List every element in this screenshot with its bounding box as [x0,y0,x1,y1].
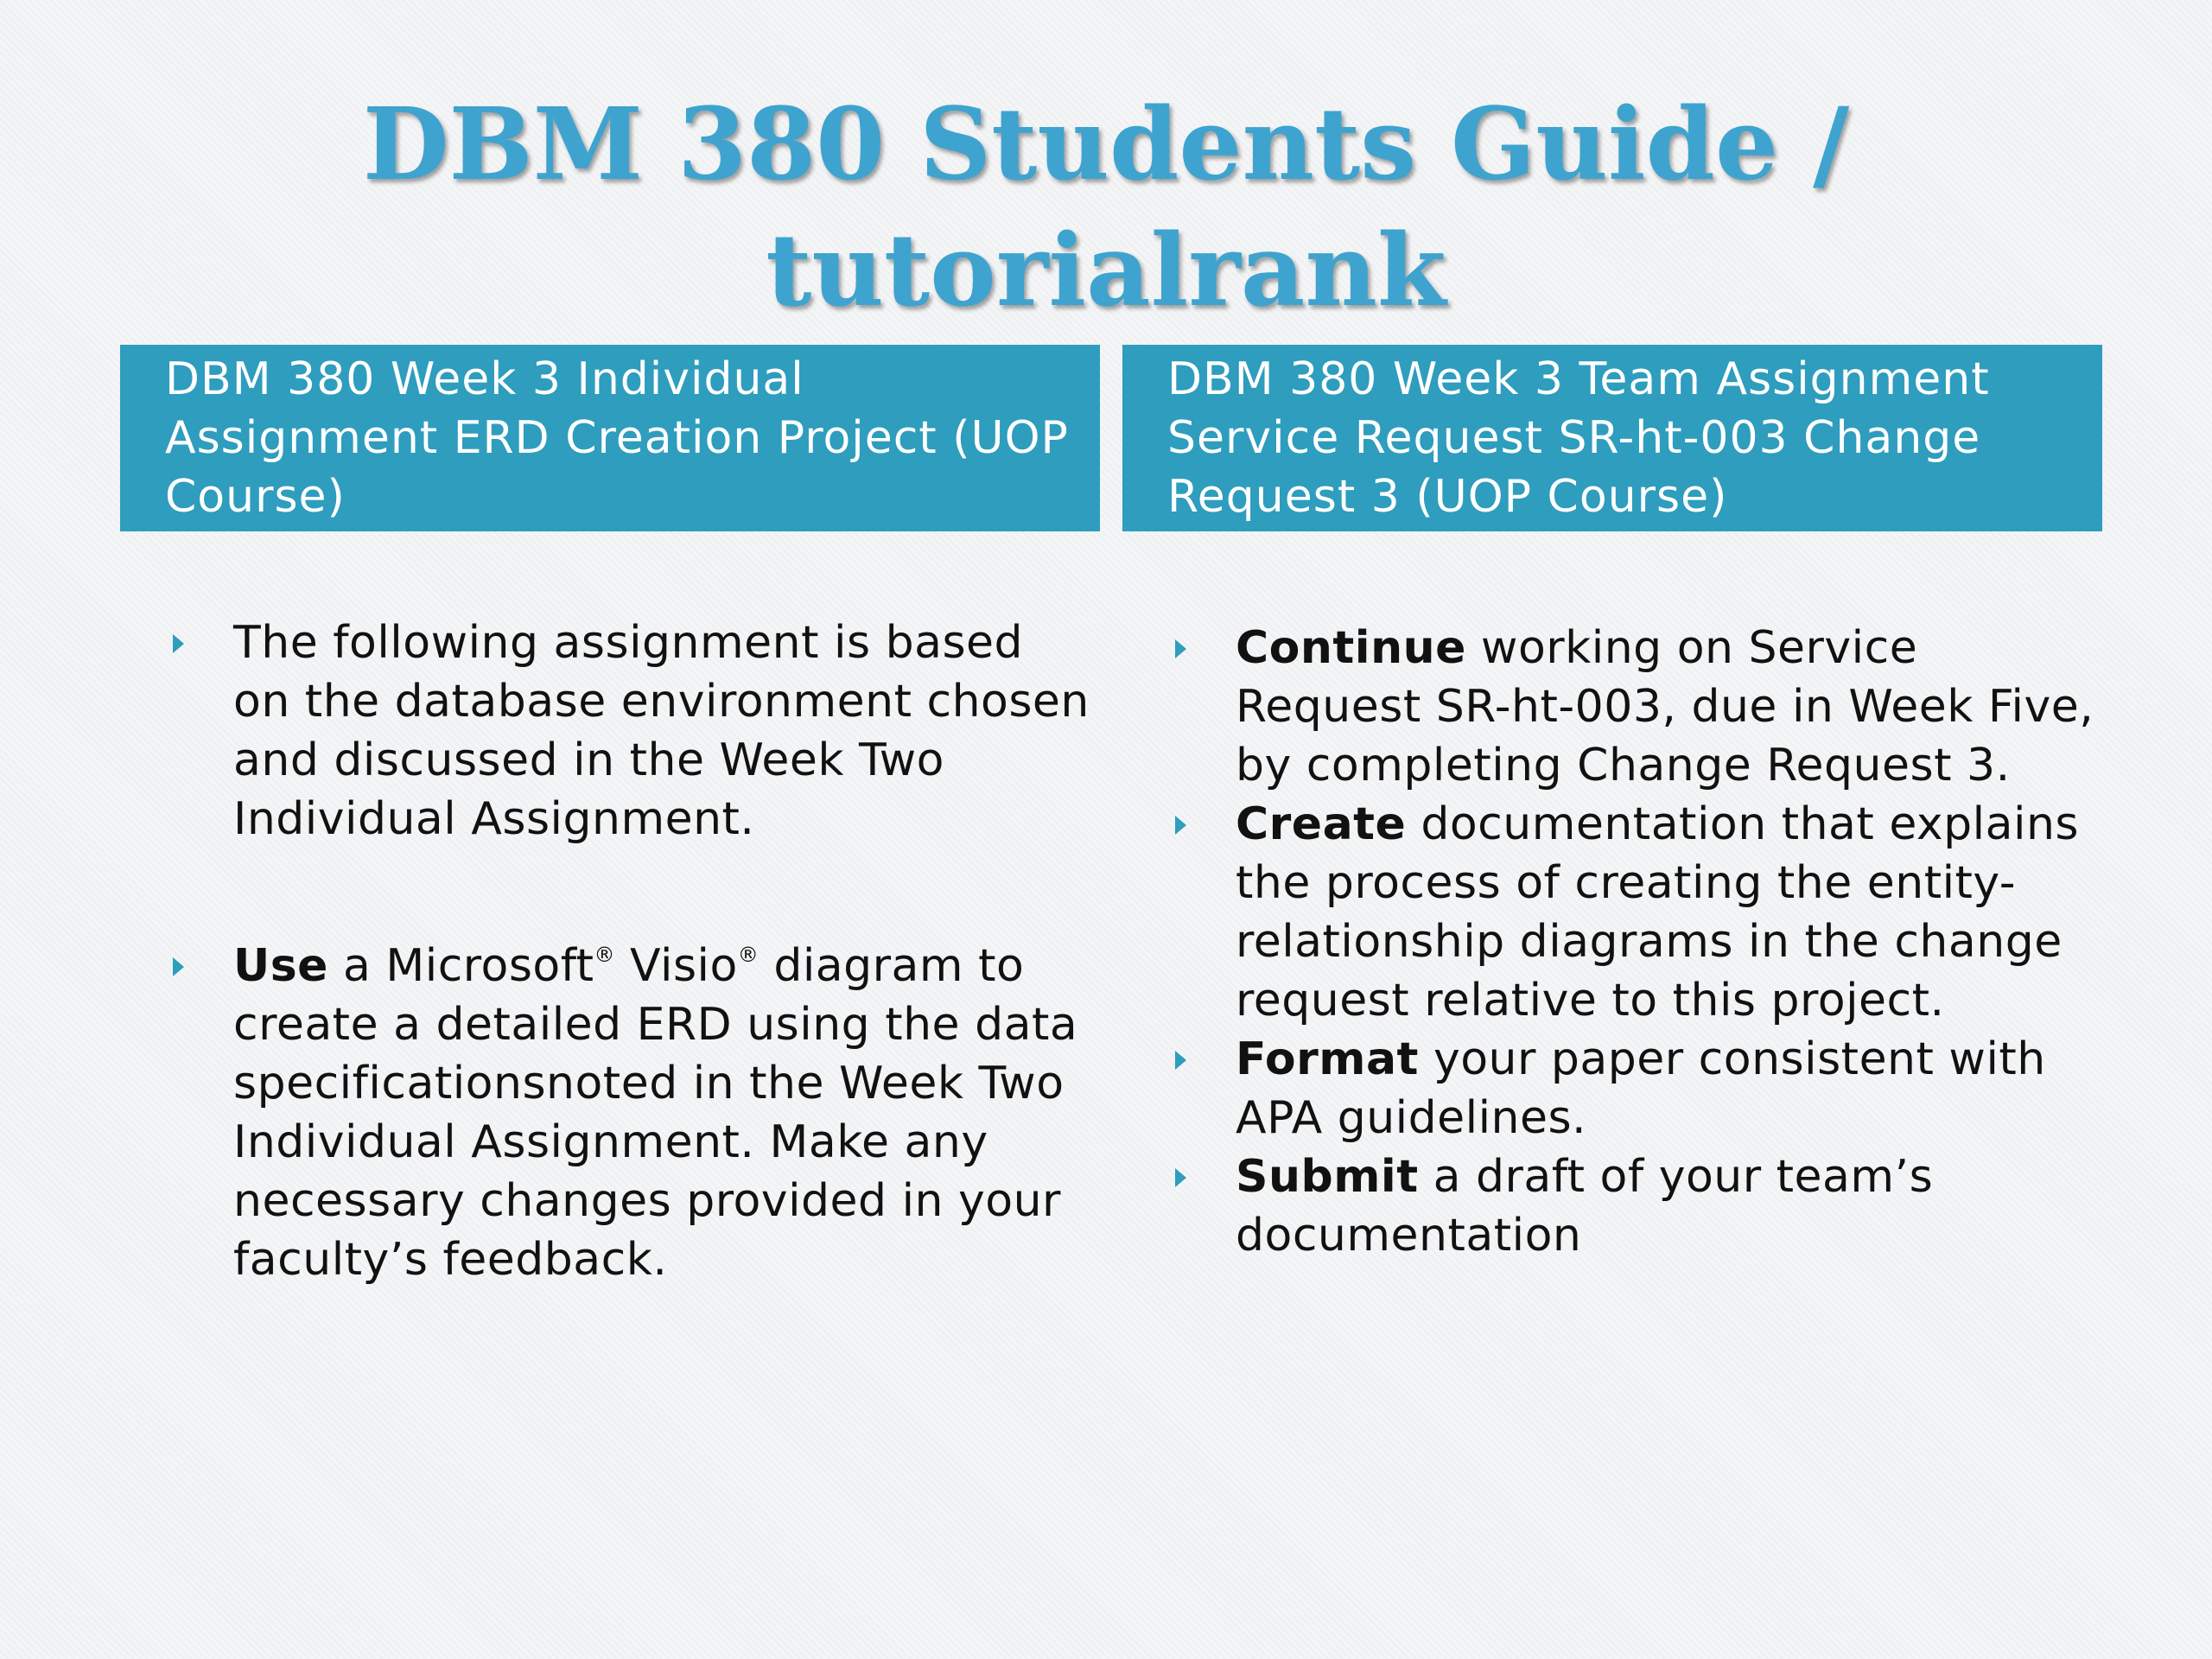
triangle-bullet-icon [1175,639,1186,658]
slide-title [0,82,2212,334]
list-item [1162,1147,2113,1265]
bullet-text: Visio [615,940,738,992]
registered-mark: ® [594,943,616,967]
left-bullet-list [160,613,1093,1289]
right-column-header-text: DBM 380 Week 3 Team Assignment Service Request SR-ht-003 Change Request 3 (UOP Course) [1167,353,1990,523]
triangle-bullet-icon [1175,816,1186,835]
bullet-text: diagram to create a detailed ERD using the data specificationsnoted in the Week Two Individual Assignment. Make any necessary changes provided in your faculty’s feedback. [233,940,1078,1286]
bullet-keyword: Format [1236,1033,1419,1085]
triangle-bullet-icon [173,957,184,976]
right-column-header [1122,345,2102,531]
bullet-text: a Microsoft [327,940,594,992]
bullet-keyword: Submit [1236,1151,1419,1203]
bullet-text: working on Service Request SR-ht-003, due in Week Five, by completing Change Request 3. [1236,622,2094,791]
bullet-text: your paper consistent with APA guidelines. [1236,1033,2046,1144]
bullet-keyword: Use [233,940,328,992]
triangle-bullet-icon [1175,1168,1186,1187]
registered-mark: ® [737,943,760,967]
list-item [160,613,1093,849]
right-bullet-list [1162,619,2113,1265]
list-item [1162,619,2113,795]
slide-title-line-2: tutorialrank [766,213,1446,329]
list-item [160,937,1093,1289]
bullet-text: The following assignment is based on the database environment chosen and discussed in the Week Two Individual Assignment. [233,617,1090,845]
bullet-keyword: Continue [1236,622,1466,674]
bullet-keyword: Create [1236,798,1407,850]
triangle-bullet-icon [1175,1051,1186,1070]
left-column-header-text: DBM 380 Week 3 Individual Assignment ERD Creation Project (UOP Course) [165,353,1069,523]
bullet-text: a draft of your team’s documentation [1236,1151,1934,1262]
triangle-bullet-icon [173,634,184,653]
list-item [1162,795,2113,1030]
bullet-text: documentation that explains the process of creating the entity-relationship diagrams in the change request relative to this project. [1236,798,2079,1027]
left-column-header [120,345,1100,531]
list-item [1162,1030,2113,1147]
slide-title-line-1: DBM 380 Students Guide / [362,86,1850,203]
